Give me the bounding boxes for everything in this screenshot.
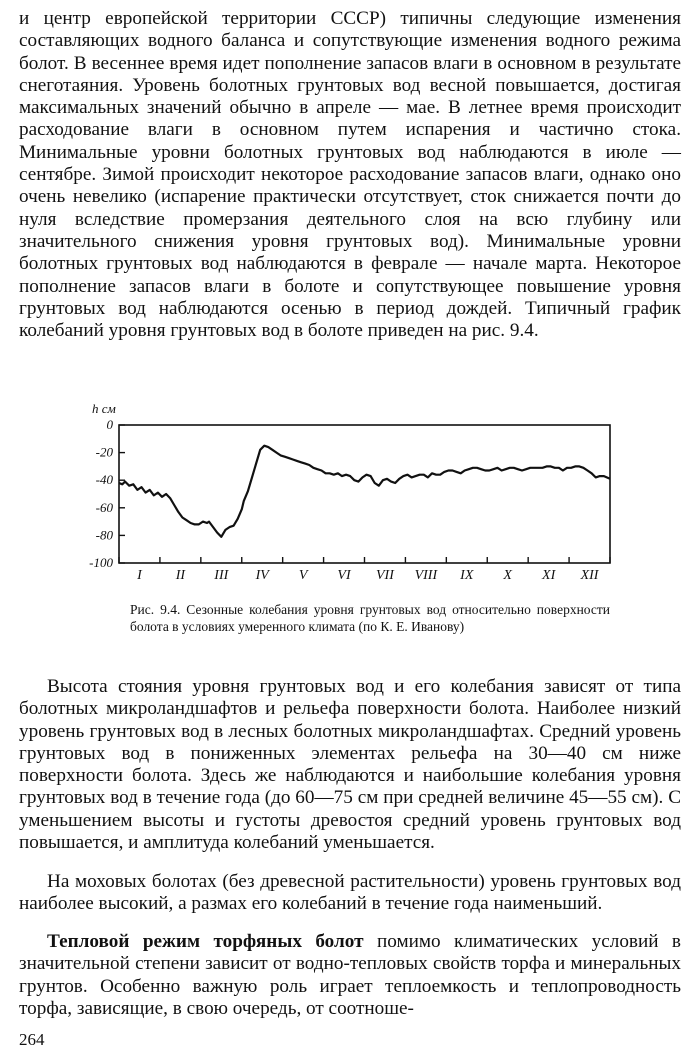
chart bbox=[89, 401, 610, 583]
x-tick-label-6: VI bbox=[337, 568, 351, 583]
y-tick-label: -20 bbox=[95, 444, 113, 460]
plot-frame bbox=[119, 425, 610, 563]
paragraph-3: На моховых болотах (без древесной растительности) уровень грунтовых вод наиболее высокий, а размах его колебаний в течение года наименьший. bbox=[19, 871, 681, 915]
x-tick-label-3: III bbox=[214, 568, 229, 583]
paragraph-4-bold-lead: Тепловой режим торфяных болот bbox=[47, 931, 364, 952]
x-tick-label-5: V bbox=[298, 568, 308, 583]
paragraph-4-text: помимо климатических условий в значительной степени зависит от водно-тепловых свойств торфа и минеральных грунтов. Особенно важную роль играет теплоемкость и теплопроводность торфа, зависящие, в свою очередь, от соотноше- bbox=[19, 931, 681, 1019]
y-tick-label: -60 bbox=[95, 499, 113, 515]
x-tick-label-4: IV bbox=[255, 568, 269, 583]
x-tick-label-8: VIII bbox=[414, 568, 438, 583]
x-tick-label-7: VII bbox=[376, 568, 394, 583]
y-tick-label: -100 bbox=[89, 555, 113, 570]
y-tick-label: 0 bbox=[106, 417, 113, 432]
x-tick-label-9: IX bbox=[460, 568, 474, 583]
paragraph-2: Высота стояния уровня грунтовых вод и его колебания зависят от типа болотных микроландшафтов и рельефа поверхности болота. Наиболее низкий уровень грунтовых вод в лесных болотных микроландшафтах. Средний уровень грунтовых вод в пониженных элементах рельефа на 30—40 см ниже поверхности болота. Здесь же наблюдаются и наибольшие колебания уровня грунтовых вод в течение года (до 60—75 см при средней величине 45—55 см). С уменьшением высоты и густоты древостоя средний уровень грунтовых вод повышается, и амплитуда колебаний уменьшается. bbox=[19, 676, 681, 854]
x-tick-label-11: XI bbox=[542, 568, 556, 583]
paragraph-1: и центр европейской территории СССР) типичны следующие изменения составляющих водного баланса и сопутствующие изменения водного режима болот. В весеннее время идет пополнение запасов влаги в основном в результате снеготаяния. Уровень болотных грунтовых вод весной повышается, достигая максимальных значений обычно в апреле — мае. В летнее время происходит расходование влаги в основном путем испарения и частично стока. Минимальные уровни болотных грунтовых вод наблюдаются в июле — сентябре. Зимой происходит некоторое расходование запасов влаги, однако оно очень невелико (испарение практически отсутствует, сток снижается почти до нуля вследствие промерзания деятельного слоя на всю глубину или значительного снижения уровня грунтовых вод). Минимальные уровни болотных грунтовых вод наблюдаются в феврале — начале марта. Некоторое пополнение запасов влаги в болоте и сопутствующее повышение уровня грунтовых вод наблюдаются осенью в период дождей. Типичный график колебаний уровня грунтовых вод в болоте приведен на рис. 9.4. bbox=[19, 8, 681, 342]
page-number: 264 bbox=[19, 1030, 45, 1049]
y-tick-label: -80 bbox=[95, 527, 113, 543]
x-tick-label-1: I bbox=[137, 568, 142, 583]
x-tick-label-12: XII bbox=[580, 568, 599, 583]
y-tick-label: -40 bbox=[95, 472, 113, 488]
x-tick-label-2: II bbox=[175, 568, 186, 583]
paragraph-4 bbox=[19, 931, 681, 1020]
x-tick-label-10: X bbox=[503, 568, 512, 583]
figure-caption: Рис. 9.4. Сезонные колебания уровня грунтовых вод относительно поверхности болота в условиях умеренного климата (по К. Е. Иванову) bbox=[130, 602, 610, 634]
y-axis-label: h см bbox=[92, 401, 116, 416]
groundwater-level-line bbox=[119, 446, 610, 537]
